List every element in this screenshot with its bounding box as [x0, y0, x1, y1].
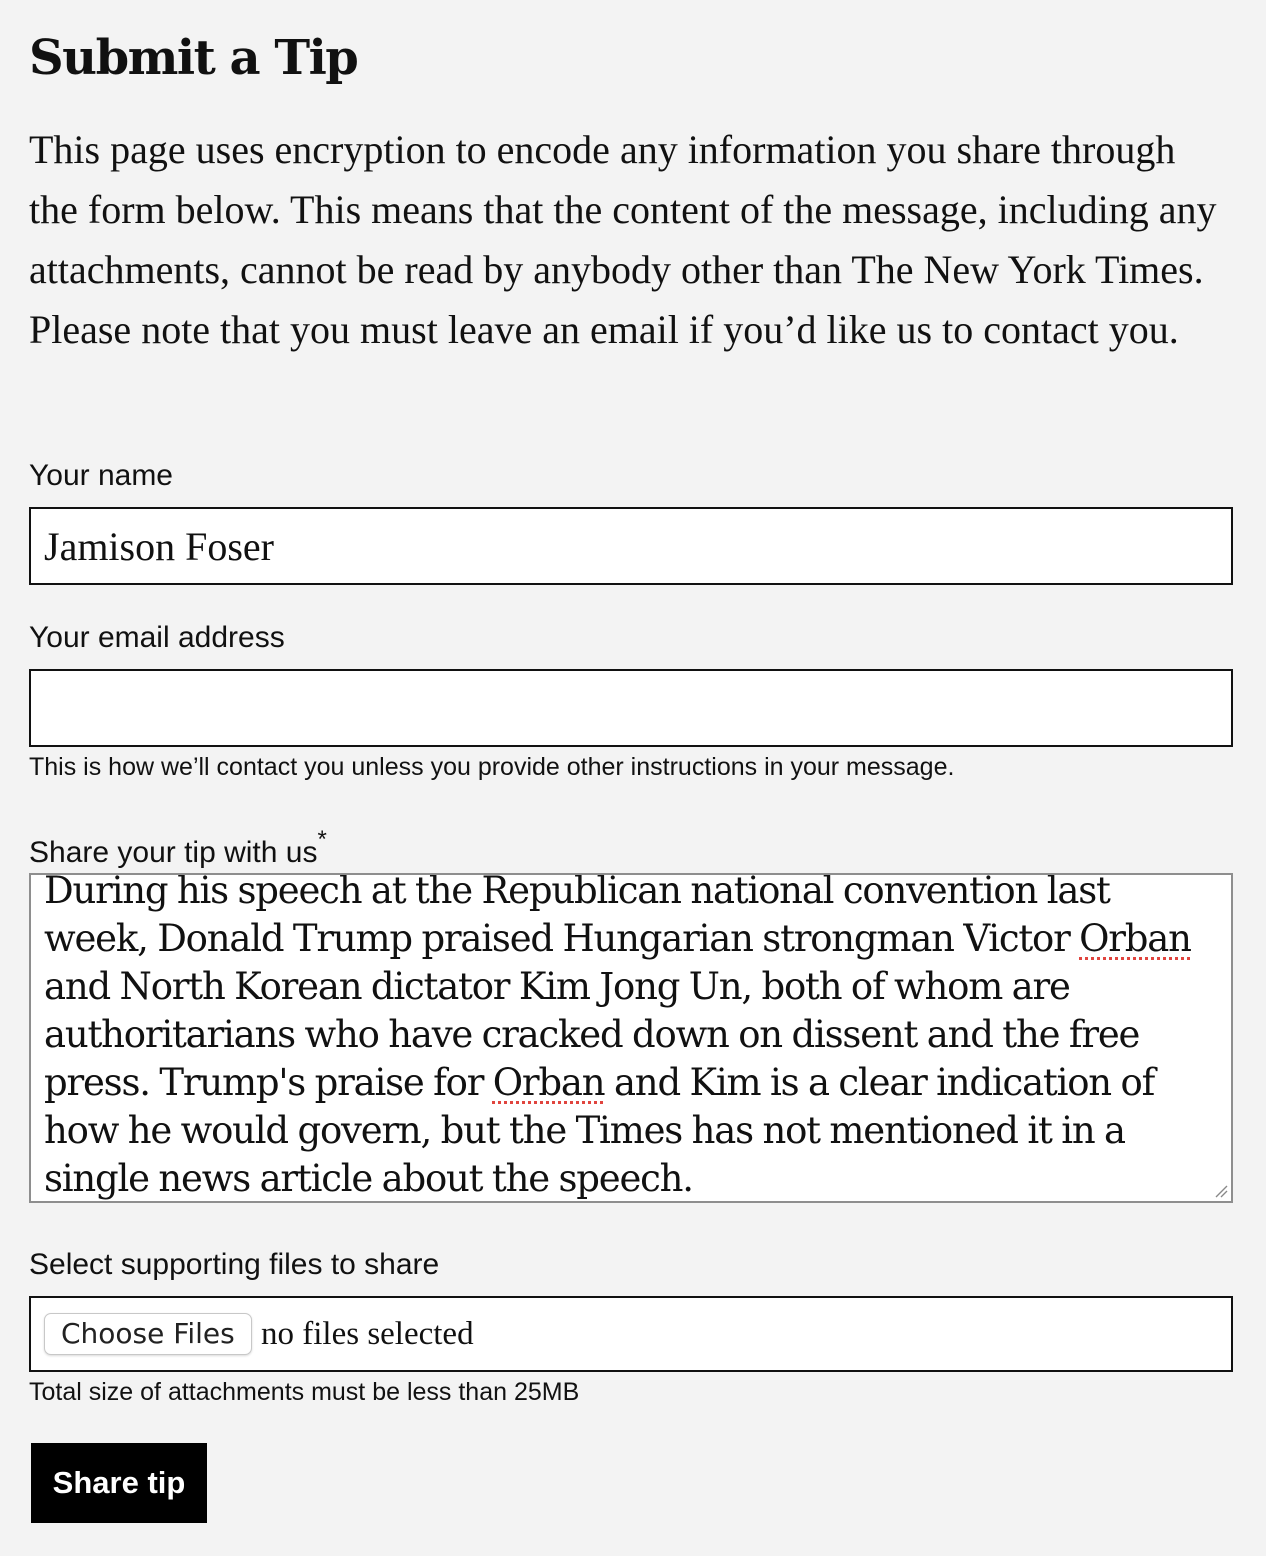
email-input[interactable] [29, 669, 1233, 747]
tip-label-text: Share your tip with us [29, 836, 318, 869]
tip-textarea[interactable] [29, 873, 1233, 1203]
spellcheck-flagged-word: Orban [492, 1061, 605, 1104]
email-label: Your email address [29, 621, 285, 654]
choose-files-button[interactable]: Choose Files [44, 1313, 252, 1355]
share-tip-button[interactable]: Share tip [31, 1443, 207, 1523]
required-marker: * [317, 826, 327, 853]
name-input[interactable] [29, 507, 1233, 585]
page-title: Submit a Tip [29, 30, 358, 86]
name-label: Your name [29, 459, 173, 492]
files-label: Select supporting files to share [29, 1248, 440, 1281]
files-hint: Total size of attachments must be less than 25MB [29, 1378, 580, 1406]
tip-label [29, 824, 327, 873]
resize-grip-icon[interactable] [1214, 1184, 1228, 1198]
spellcheck-flagged-word: Orban [1079, 917, 1191, 960]
file-status-text: no files selected [261, 1316, 474, 1352]
tip-textarea-content[interactable]: During his speech at the Republican national convention last week, Donald Trump praised Hungarian strongman Victor Orban and North Korean dictator Kim Jong Un, both of whom are authoritarians who have cracked down on dissent and the free press. Trump's praise for Orban and Kim is a clear indication of how he would govern, but the Times has not mentioned it in a single news article about the speech. [44, 873, 1191, 1200]
email-hint: This is how we’ll contact you unless you provide other instructions in your message. [29, 753, 955, 781]
intro-paragraph: This page uses encryption to encode any information you share through the form below. This means that the content of the message, including any attachments, cannot be read by anybody other than The New York Times. Please note that you must leave an email if you’d like us to contact you. [29, 127, 1217, 352]
file-input[interactable] [29, 1296, 1233, 1372]
